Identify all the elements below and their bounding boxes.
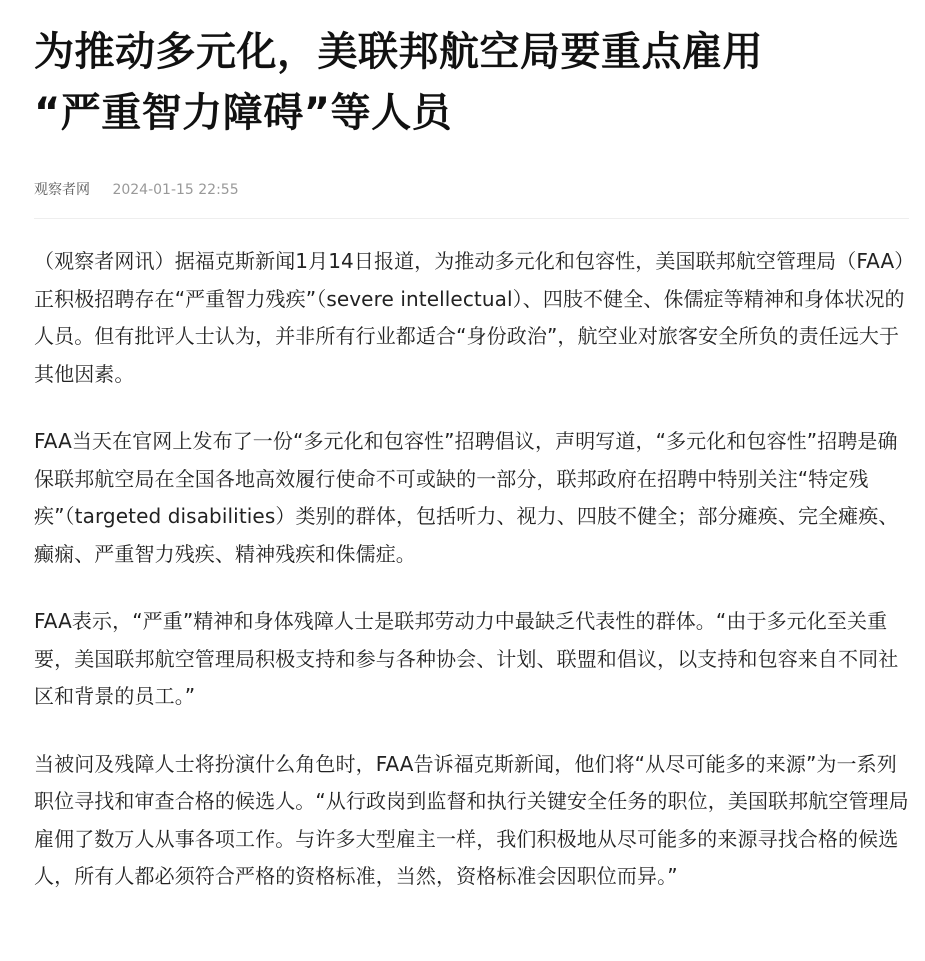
article-title-line-1: 为推动多元化，美联邦航空局要重点雇用	[34, 29, 763, 75]
article-title-line-2: “严重智力障碍”等人员	[34, 90, 453, 136]
paragraph: FAA表示，“严重”精神和身体残障人士是联邦劳动力中最缺乏代表性的群体。“由于多元化至关重要，美国联邦航空管理局积极支持和参与各种协会、计划、联盟和倡议，以支持和包容来自不同社区和背景的员工。”	[34, 609, 899, 708]
paragraph: （观察者网讯）据福克斯新闻1月14日报道，为推动多元化和包容性，美国联邦航空管理局（FAA）正积极招聘存在“严重智力残疾”（severe intellectual）、四肢不健全、侏儒症等精神和身体状况的人员。但有批评人士认为，并非所有行业都适合“身份政治”，航空业对旅客安全所负的责任远大于其他因素。	[34, 249, 905, 386]
meta-divider	[34, 218, 909, 219]
article-title	[34, 22, 884, 144]
article-body	[34, 243, 909, 896]
article-meta	[34, 180, 907, 200]
paragraph: FAA当天在官网上发布了一份“多元化和包容性”招聘倡议，声明写道，“多元化和包容性”招聘是确保联邦航空局在全国各地高效履行使命不可或缺的一部分，联邦政府在招聘中特别关注“特定残疾”（targeted disabilities）类别的群体，包括听力、视力、四肢不健全；部分瘫痪、完全瘫痪、癫痫、严重智力残疾、精神残疾和侏儒症。	[34, 429, 899, 566]
paragraph: 当被问及残障人士将扮演什么角色时，FAA告诉福克斯新闻，他们将“从尽可能多的来源”为一系列职位寻找和审查合格的候选人。“从行政岗到监督和执行关键安全任务的职位，美国联邦航空管理局雇佣了数万人从事各项工作。与许多大型雇主一样，我们积极地从尽可能多的来源寻找合格的候选人，所有人都必须符合严格的资格标准，当然，资格标准会因职位而异。”	[34, 751, 909, 888]
article-source[interactable]: 观察者网	[34, 182, 90, 198]
article-timestamp: 2024-01-15 22:55	[112, 182, 239, 198]
